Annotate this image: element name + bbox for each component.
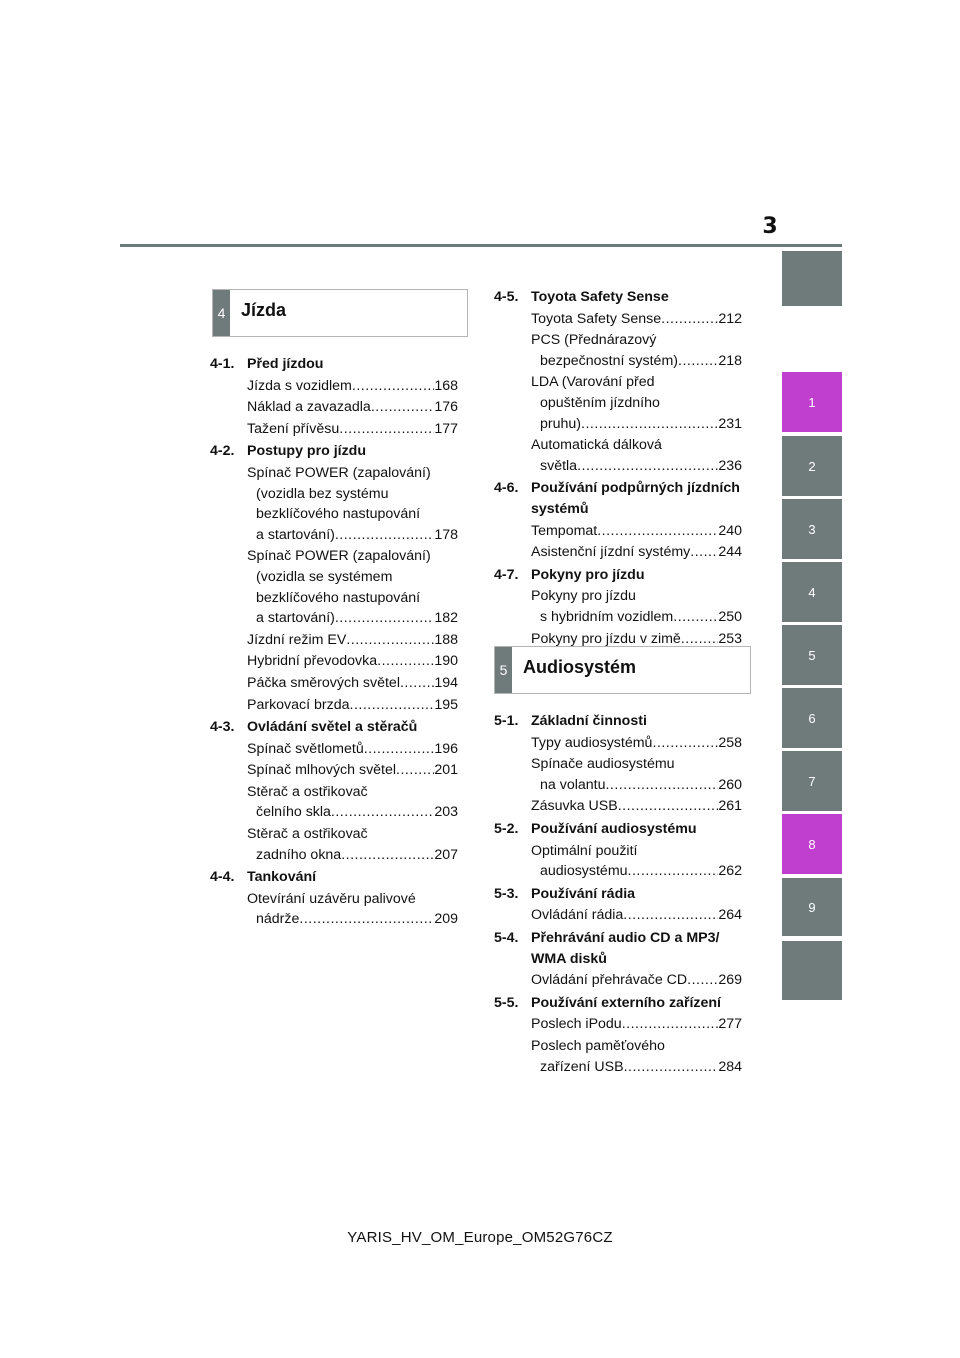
dot-leader xyxy=(299,909,434,930)
entry-page-number: 240 xyxy=(718,522,742,539)
toc-subsection xyxy=(494,884,742,926)
subsection-number: 5-2. xyxy=(494,820,519,837)
entry-text: a startování) xyxy=(256,610,335,627)
dot-leader xyxy=(371,397,435,418)
entry-text-line: (vozidla se systémem xyxy=(256,568,393,585)
dot-leader xyxy=(605,775,718,796)
entry-page-number: 207 xyxy=(434,846,458,863)
toc-subsection xyxy=(494,711,742,817)
entry-page-number: 182 xyxy=(434,610,458,627)
entry-text: Jízdní režim EV xyxy=(247,631,347,648)
subsection-number: 4-6. xyxy=(494,480,519,497)
entry-text-line: opuštěním jízdního xyxy=(540,394,660,411)
subsection-number: 5-4. xyxy=(494,929,519,946)
toc-subsection xyxy=(494,993,742,1077)
subsection-title: Toyota Safety Sense xyxy=(531,289,669,305)
entry-text: nádrže xyxy=(256,911,300,928)
entry-page-number: 244 xyxy=(718,544,742,561)
header-rule xyxy=(120,244,842,247)
entry-text-line: Otevírání uzávěru palivové xyxy=(247,890,416,907)
subsection-title: Používání podpůrných jízdních systémů xyxy=(531,480,740,517)
entry-last-line xyxy=(531,905,742,926)
entry-text-line: Stěrač a ostřikovač xyxy=(247,826,368,843)
subsection-number: 4-4. xyxy=(210,869,235,886)
toc-entry[interactable] xyxy=(247,760,458,781)
entry-page-number: 218 xyxy=(718,352,742,369)
subsection-number: 4-3. xyxy=(210,719,235,736)
subsection-heading[interactable] xyxy=(494,993,742,1014)
toc-subsection xyxy=(210,717,458,865)
toc-entry[interactable] xyxy=(247,673,458,694)
entry-text: audiosystému xyxy=(540,863,628,880)
entry-text: Tempomat xyxy=(531,522,598,539)
toc-entry[interactable] xyxy=(247,824,458,865)
entry-text: Ovládání rádia xyxy=(531,907,624,924)
entry-last-line xyxy=(531,733,742,754)
side-tab[interactable] xyxy=(782,251,842,306)
entry-last-line xyxy=(247,651,458,672)
side-tab[interactable]: 3 xyxy=(782,499,842,559)
subsection-heading[interactable] xyxy=(494,287,742,308)
entry-text: Typy audiosystémů xyxy=(531,734,653,751)
entry-text: Páčka směrových světel xyxy=(247,674,400,691)
entry-page-number: 190 xyxy=(434,653,458,670)
subsection-heading[interactable] xyxy=(494,884,742,905)
subsection-heading[interactable] xyxy=(494,928,742,969)
entry-page-number: 260 xyxy=(718,776,742,793)
subsection-title: Pokyny pro jízdu xyxy=(531,566,645,583)
entry-last-line xyxy=(247,525,458,546)
subsection-title: Před jízdou xyxy=(247,356,324,372)
subsection-heading[interactable] xyxy=(210,717,458,738)
dot-leader xyxy=(597,521,718,542)
entry-last-line xyxy=(531,1057,742,1078)
entry-last-line xyxy=(531,775,742,796)
section-header-5 xyxy=(494,646,751,694)
entry-page-number: 212 xyxy=(718,310,742,327)
subsection-heading[interactable] xyxy=(210,867,458,888)
entry-text-line: LDA (Varování před xyxy=(531,374,655,391)
dot-leader xyxy=(581,414,718,435)
toc-subsection xyxy=(494,287,742,476)
subsection-number: 4-7. xyxy=(494,566,519,583)
side-tab[interactable]: 6 xyxy=(782,688,842,748)
dot-leader xyxy=(335,525,434,546)
toc-subsection xyxy=(494,928,742,991)
entry-text: Hybridní převodovka xyxy=(247,653,378,670)
dot-leader xyxy=(618,796,719,817)
entry-last-line xyxy=(531,796,742,817)
entry-page-number: 176 xyxy=(434,399,458,416)
toc-subsection xyxy=(210,441,458,715)
side-tab[interactable]: 5 xyxy=(782,625,842,685)
subsection-number: 4-1. xyxy=(210,356,235,372)
toc-entry[interactable] xyxy=(531,435,742,476)
entry-text: Zásuvka USB xyxy=(531,798,618,815)
entry-text-line: Poslech paměťového xyxy=(531,1037,665,1054)
toc-left-column xyxy=(210,352,458,931)
side-tab[interactable]: 1 xyxy=(782,372,842,432)
toc-entry[interactable] xyxy=(247,546,458,628)
entry-text: světla xyxy=(540,457,578,474)
dot-leader xyxy=(341,845,434,866)
entry-page-number: 195 xyxy=(434,696,458,713)
entry-page-number: 261 xyxy=(718,798,742,815)
toc-subsection xyxy=(494,819,742,882)
entry-last-line xyxy=(531,521,742,542)
entry-page-number: 250 xyxy=(718,608,742,625)
subsection-number: 5-5. xyxy=(494,994,519,1011)
entry-text-line: (vozidla bez systému xyxy=(256,485,389,502)
toc-entry[interactable] xyxy=(247,419,458,440)
subsection-number: 5-1. xyxy=(494,713,519,729)
entry-text-line: Stěrač a ostřikovač xyxy=(247,783,368,800)
entry-text: Tažení přívěsu xyxy=(247,420,340,437)
entry-last-line xyxy=(247,695,458,716)
entry-page-number: 178 xyxy=(434,526,458,543)
toc-entry[interactable] xyxy=(531,796,742,817)
section-title: Jízda xyxy=(241,300,287,320)
subsection-title: Používání audiosystému xyxy=(531,820,697,837)
subsection-title: Základní činnosti xyxy=(531,713,647,729)
toc-entry[interactable] xyxy=(531,330,742,371)
entry-page-number: 201 xyxy=(434,762,458,779)
toc-subsection xyxy=(494,565,742,649)
entry-text: Parkovací brzda xyxy=(247,696,350,713)
entry-page-number: 168 xyxy=(434,377,458,394)
entry-page-number: 258 xyxy=(718,734,742,751)
toc-entry[interactable] xyxy=(531,905,742,926)
dot-leader xyxy=(364,739,435,760)
entry-last-line xyxy=(247,419,458,440)
dot-leader xyxy=(335,608,434,629)
entry-text-line: Pokyny pro jízdu xyxy=(531,588,636,605)
toc-entry[interactable] xyxy=(247,463,458,545)
entry-text: bezpečnostní systém) xyxy=(540,352,678,369)
entry-last-line xyxy=(531,542,742,563)
entry-page-number: 284 xyxy=(718,1058,742,1075)
entry-last-line xyxy=(531,1014,742,1035)
toc-entry[interactable] xyxy=(531,754,742,795)
toc-entry[interactable] xyxy=(247,889,458,930)
entry-text-line: Spínač POWER (zapalování) xyxy=(247,548,431,565)
entry-text-line: bezklíčového nastupování xyxy=(256,589,421,606)
entry-text-line: Optimální použití xyxy=(531,842,638,859)
dot-leader xyxy=(624,1057,719,1078)
subsection-heading[interactable] xyxy=(210,354,458,375)
entry-last-line xyxy=(247,739,458,760)
entry-text-line: PCS (Přednárazový xyxy=(531,332,657,349)
entry-last-line xyxy=(247,397,458,418)
entry-text: Náklad a zavazadla xyxy=(247,399,371,416)
entry-text: Pokyny pro jízdu v zimě xyxy=(531,630,681,647)
entry-text: Poslech iPodu xyxy=(531,1016,622,1033)
toc-entry[interactable] xyxy=(247,397,458,418)
dot-leader xyxy=(652,733,718,754)
entry-last-line xyxy=(247,376,458,397)
entry-last-line xyxy=(247,608,458,629)
side-tab[interactable]: 7 xyxy=(782,751,842,811)
toc-entry[interactable] xyxy=(247,651,458,672)
entry-text: a startování) xyxy=(256,526,335,543)
page-number: 3 xyxy=(762,214,778,239)
dot-leader xyxy=(623,905,718,926)
side-tab[interactable]: 2 xyxy=(782,436,842,496)
dot-leader xyxy=(352,376,434,397)
toc-entry[interactable] xyxy=(531,542,742,563)
toc-subsection xyxy=(494,478,742,562)
entry-last-line xyxy=(531,456,742,477)
entry-text: pruhu) xyxy=(540,415,582,432)
toc-entry[interactable] xyxy=(247,376,458,397)
entry-last-line xyxy=(531,351,742,372)
dot-leader xyxy=(678,351,718,372)
subsection-heading[interactable] xyxy=(494,478,742,519)
toc-subsection xyxy=(210,867,458,930)
subsection-heading[interactable] xyxy=(494,565,742,586)
dot-leader xyxy=(661,309,718,330)
subsection-number: 4-5. xyxy=(494,289,519,305)
entry-last-line xyxy=(247,673,458,694)
entry-last-line xyxy=(247,802,458,823)
entry-page-number: 277 xyxy=(718,1016,742,1033)
entry-text-line: Spínače audiosystému xyxy=(531,756,675,773)
dot-leader xyxy=(377,651,434,672)
dot-leader xyxy=(350,695,435,716)
toc-entry[interactable] xyxy=(531,372,742,434)
entry-text: zařízení USB xyxy=(540,1058,624,1075)
subsection-title: Postupy pro jízdu xyxy=(247,443,367,460)
entry-last-line xyxy=(247,760,458,781)
dot-leader xyxy=(687,970,718,991)
toc-entry[interactable] xyxy=(531,970,742,991)
entry-text: čelního skla xyxy=(256,804,331,821)
toc-entry[interactable] xyxy=(247,739,458,760)
toc-entry[interactable] xyxy=(531,733,742,754)
toc-entry[interactable] xyxy=(531,521,742,542)
toc-right-column-bottom xyxy=(494,709,742,1078)
entry-page-number: 264 xyxy=(718,907,742,924)
entry-page-number: 262 xyxy=(718,863,742,880)
entry-page-number: 209 xyxy=(434,911,458,928)
entry-page-number: 253 xyxy=(718,630,742,647)
section-number: 4 xyxy=(213,290,230,336)
subsection-number: 5-3. xyxy=(494,885,519,902)
toc-entry[interactable] xyxy=(531,309,742,330)
toc-entry[interactable] xyxy=(247,782,458,823)
toc-entry[interactable] xyxy=(531,586,742,627)
entry-page-number: 194 xyxy=(434,674,458,691)
entry-text: Toyota Safety Sense xyxy=(531,310,662,327)
subsection-heading[interactable] xyxy=(210,441,458,462)
dot-leader xyxy=(339,419,434,440)
dot-leader xyxy=(331,802,434,823)
dot-leader xyxy=(346,630,434,651)
toc-entry[interactable] xyxy=(531,1014,742,1035)
entry-last-line xyxy=(247,630,458,651)
entry-text: Jízda s vozidlem xyxy=(247,377,352,394)
subsection-number: 4-2. xyxy=(210,443,235,460)
dot-leader xyxy=(628,861,719,882)
dot-leader xyxy=(396,760,434,781)
toc-entry[interactable] xyxy=(247,630,458,651)
section-header-4 xyxy=(212,289,468,337)
section-title: Audiosystém xyxy=(523,657,637,677)
document-footer: YARIS_HV_OM_Europe_OM52G76CZ xyxy=(347,1229,613,1246)
side-tab[interactable] xyxy=(782,941,842,1000)
dot-leader xyxy=(622,1014,719,1035)
entry-text-line: Spínač POWER (zapalování) xyxy=(247,464,431,481)
subsection-heading[interactable] xyxy=(494,711,742,732)
subsection-title: Používání externího zařízení xyxy=(531,994,722,1011)
dot-leader xyxy=(690,542,718,563)
section-number: 5 xyxy=(495,647,512,693)
entry-last-line xyxy=(247,909,458,930)
subsection-title: Používání rádia xyxy=(531,885,636,902)
subsection-title: Přehrávání audio CD a MP3/ WMA disků xyxy=(531,929,720,967)
entry-last-line xyxy=(531,414,742,435)
entry-last-line xyxy=(531,309,742,330)
entry-page-number: 269 xyxy=(718,972,742,989)
entry-text: na volantu xyxy=(540,776,606,793)
entry-text: Ovládání přehrávače CD xyxy=(531,972,688,989)
dot-leader xyxy=(400,673,434,694)
side-tab[interactable]: 8 xyxy=(782,814,842,874)
dot-leader xyxy=(673,607,718,628)
entry-page-number: 196 xyxy=(434,740,458,757)
toc-entry[interactable] xyxy=(531,1036,742,1077)
toc-right-column-top xyxy=(494,285,742,650)
subsection-heading[interactable] xyxy=(494,819,742,840)
entry-last-line xyxy=(531,970,742,991)
entry-text: zadního okna xyxy=(256,846,342,863)
entry-page-number: 188 xyxy=(434,631,458,648)
entry-last-line xyxy=(531,861,742,882)
entry-page-number: 231 xyxy=(718,415,742,432)
entry-page-number: 177 xyxy=(434,420,458,437)
toc-entry[interactable] xyxy=(247,695,458,716)
entry-text: Spínač mlhových světel xyxy=(247,762,397,779)
subsection-title: Ovládání světel a stěračů xyxy=(247,719,418,736)
entry-page-number: 203 xyxy=(434,804,458,821)
entry-text: Spínač světlometů xyxy=(247,740,364,757)
subsection-title: Tankování xyxy=(247,869,317,886)
entry-page-number: 236 xyxy=(718,457,742,474)
entry-text-line: bezklíčového nastupování xyxy=(256,506,421,523)
toc-entry[interactable] xyxy=(531,841,742,882)
entry-text: s hybridním vozidlem xyxy=(540,608,674,625)
side-tab[interactable]: 9 xyxy=(782,878,842,936)
entry-text-line: Automatická dálková xyxy=(531,437,662,454)
side-tab[interactable]: 4 xyxy=(782,562,842,622)
entry-last-line xyxy=(247,845,458,866)
entry-last-line xyxy=(531,607,742,628)
entry-text: Asistenční jízdní systémy xyxy=(531,544,691,561)
dot-leader xyxy=(577,456,718,477)
toc-subsection xyxy=(210,354,458,439)
